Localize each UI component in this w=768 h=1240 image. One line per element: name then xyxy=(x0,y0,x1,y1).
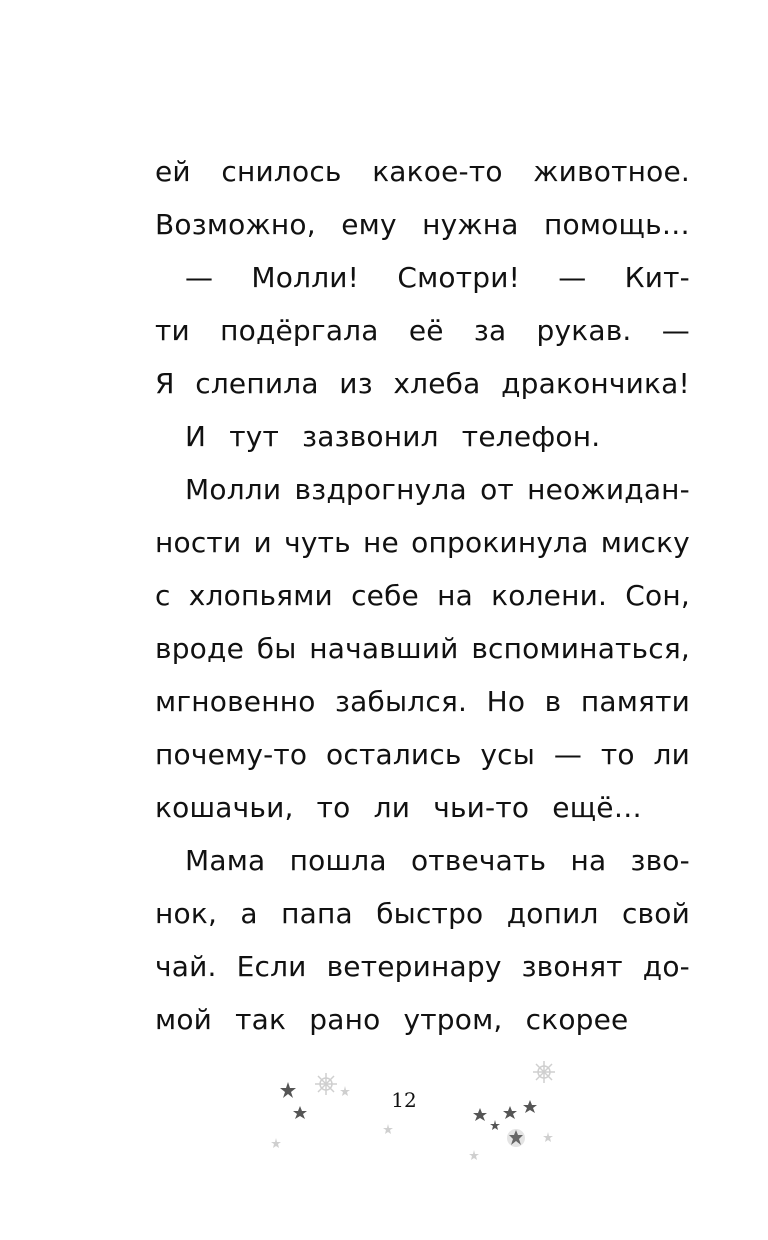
star-icon xyxy=(280,1082,296,1098)
text-line: кошачьи, то ли чьи-то ещё… xyxy=(155,791,642,824)
star-icon xyxy=(543,1132,553,1142)
page-number: 12 xyxy=(391,1088,417,1112)
text-line: ти подёргала её за рукав. — xyxy=(155,314,690,347)
text-line: мой так рано утром, скорее xyxy=(155,1003,629,1036)
text-line: Молли вздрогнула от неожидан- xyxy=(185,473,690,506)
text-line: И тут зазвонил телефон. xyxy=(185,420,601,453)
sparkle-icon xyxy=(315,1073,337,1095)
text-line: Я слепила из хлеба дракончика! xyxy=(155,367,690,400)
sparkle-icon xyxy=(507,1129,525,1147)
text-line: почему-то остались усы — то ли xyxy=(155,738,690,771)
star-icon xyxy=(469,1150,479,1160)
star-icon xyxy=(383,1124,393,1134)
text-line: с хлопьями себе на колени. Сон, xyxy=(155,579,690,612)
star-icon xyxy=(293,1106,307,1119)
star-icon xyxy=(503,1106,517,1119)
text-line: чай. Если ветеринару звонят до- xyxy=(155,950,690,983)
body-text xyxy=(155,145,690,1046)
text-line: Мама пошла отвечать на зво- xyxy=(185,844,690,877)
star-icon xyxy=(340,1086,350,1096)
text-line: вроде бы начавший вспоминаться, xyxy=(155,632,690,665)
text-line: Возможно, ему нужна помощь… xyxy=(155,208,690,241)
text-line: ей снилось какое-то животное. xyxy=(155,155,690,188)
text-line: ности и чуть не опрокинула миску xyxy=(155,526,690,559)
text-line: нок, а папа быстро допил свой xyxy=(155,897,690,930)
text-line: — Молли! Смотри! — Кит- xyxy=(185,261,690,294)
sparkle-icon xyxy=(533,1061,555,1083)
star-icon xyxy=(523,1100,537,1113)
star-icon xyxy=(473,1108,487,1121)
text-line: мгновенно забылся. Но в памяти xyxy=(155,685,690,718)
star-icon xyxy=(490,1120,500,1130)
star-icon xyxy=(271,1138,281,1148)
